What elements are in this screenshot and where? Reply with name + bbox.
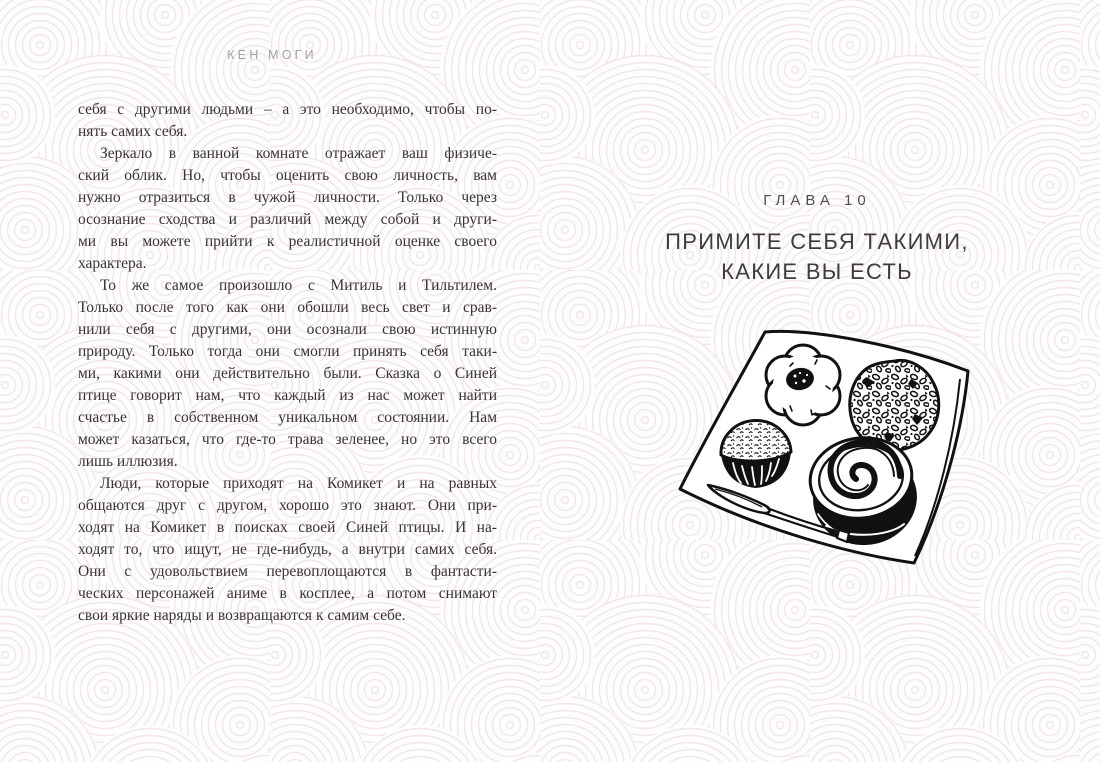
wagashi-plate-illustration xyxy=(663,322,983,572)
text-line: нужно отразиться в чужой личности. Только через xyxy=(78,189,497,206)
text-line: осознание сходства и различий между собой и други- xyxy=(78,211,497,228)
text-line: Они с удовольствием перевоплощаются в фантасти- xyxy=(78,563,497,580)
chapter-title xyxy=(617,227,1017,287)
text-line: может казаться, что где-то трава зеленее, но это всего xyxy=(78,431,497,448)
text-line: себя с другими людьми – а это необходимо, чтобы по- xyxy=(78,101,497,118)
chapter-title-line: КАКИЕ ВЫ ЕСТЬ xyxy=(721,259,913,284)
text-line: Зеркало в ванной комнате отражает ваш физиче- xyxy=(100,145,497,162)
text-line: ходят на Комикет в поисках своей Синей птицы. И на- xyxy=(78,519,497,536)
text-line: ми вы можете прийти к реалистичной оценке своего xyxy=(78,233,497,250)
text-line: лишь иллюзия. xyxy=(78,453,178,470)
text-line: общаются друг с другом, хорошо это знают. Они при- xyxy=(78,497,497,514)
body-text-column xyxy=(78,99,497,627)
running-head: КЕН МОГИ xyxy=(227,48,317,62)
text-line: нили себя с другими, они осознали свою истинную xyxy=(78,321,497,338)
text-line: свои яркие наряды и возвращаются к самим себе. xyxy=(78,607,406,624)
text-line: То же самое произошло с Митиль и Тильтилем. xyxy=(100,277,497,294)
text-line: природу. Только тогда они смогли принять себя таки- xyxy=(78,343,497,360)
text-line: ми, какими они действительно были. Сказка о Синей xyxy=(78,365,497,382)
text-line: Только после того как они обошли весь свет и срав- xyxy=(78,299,497,316)
text-line: ческих персонажей аниме в косплее, а потом снимают xyxy=(78,585,497,602)
text-line: Люди, которые приходят на Комикет и на равных xyxy=(100,475,497,492)
text-line: нять самих себя. xyxy=(78,123,188,140)
text-line: ходят то, что ищут, не где-нибудь, а внутри самих себя. xyxy=(78,541,497,558)
chapter-number-label: ГЛАВА 10 xyxy=(763,192,871,209)
text-line: характера. xyxy=(78,255,147,272)
text-line: ский облик. Но, чтобы оценить свою личность, вам xyxy=(78,167,497,184)
text-line: птице говорит нам, что каждый из нас может найти xyxy=(78,387,497,404)
text-line: счастье в собственном уникальном состоянии. Нам xyxy=(78,409,497,426)
chapter-title-line: ПРИМИТЕ СЕБЯ ТАКИМИ, xyxy=(665,229,969,254)
flower-sweet xyxy=(766,345,840,425)
